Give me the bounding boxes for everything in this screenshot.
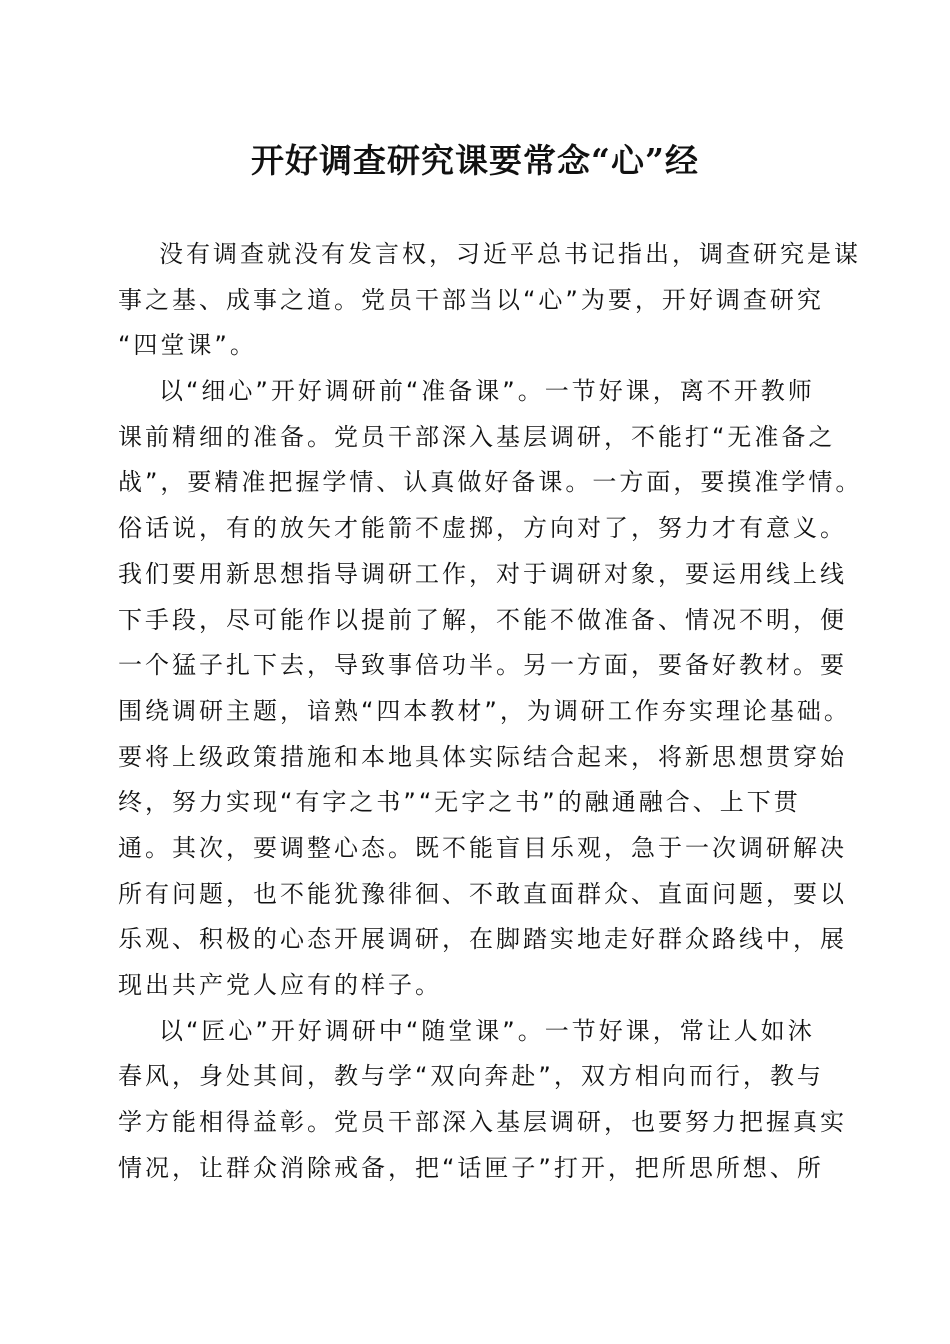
paragraph-line: 终，努力实现“有字之书”“无字之书”的融通融合、上下贯: [118, 788, 801, 817]
paragraph-line: 现出共产党人应有的样子。: [118, 971, 442, 999]
paragraph-line: “四堂课”。: [118, 331, 257, 360]
paragraph-line: 我们要用新思想指导调研工作，对于调研对象，要运用线上线: [118, 559, 847, 588]
paragraph-line: 春风，身处其间，教与学“双向奔赴”，双方相向而行，教与: [118, 1062, 824, 1091]
paragraph-line: 以“细心”开好调研前“准备课”。一节好课，离不开教师: [159, 377, 815, 406]
document-body: [118, 232, 863, 1191]
paragraph-line: 没有调查就没有发言权，习近平总书记指出，调查研究是谋: [159, 240, 861, 268]
paragraph-line: 下手段，尽可能作以提前了解，不能不做准备、情况不明，便: [118, 605, 847, 634]
paragraph-line: 乐观、积极的心态开展调研，在脚踏实地走好群众路线中，展: [118, 925, 847, 954]
paragraph-line: 战”，要精准把握学情、认真做好备课。一方面，要摸准学情。: [118, 468, 863, 497]
paragraph-line: 通。其次，要调整心态。既不能盲目乐观，急于一次调研解决: [118, 833, 847, 862]
paragraph-line: 以“匠心”开好调研中“随堂课”。一节好课，常让人如沐: [159, 1016, 815, 1045]
paragraph-line: 事之基、成事之道。党员干部当以“心”为要，开好调查研究: [118, 285, 824, 314]
paragraph-line: 俗话说，有的放矢才能箭不虚掷，方向对了，努力才有意义。: [118, 514, 847, 543]
paragraph-line: 围绕调研主题，谙熟“四本教材”，为调研工作夯实理论基础。: [118, 696, 851, 725]
paragraph-line: 学方能相得益彰。党员干部深入基层调研，也要努力把握真实: [118, 1108, 847, 1137]
document-title: 开好调查研究课要常念“心”经: [251, 141, 699, 180]
paragraph-line: 所有问题，也不能犹豫徘徊、不敢直面群众、直面问题，要以: [118, 879, 847, 908]
paragraph-line: 一个猛子扎下去，导致事倍功半。另一方面，要备好教材。要: [118, 651, 847, 680]
paragraph-line: 要将上级政策措施和本地具体实际结合起来，将新思想贯穿始: [118, 742, 847, 771]
paragraph-line: 课前精细的准备。党员干部深入基层调研，不能打“无准备之: [118, 422, 836, 451]
paragraph-line: 情况，让群众消除戒备，把“话匣子”打开，把所思所想、所: [118, 1153, 824, 1182]
